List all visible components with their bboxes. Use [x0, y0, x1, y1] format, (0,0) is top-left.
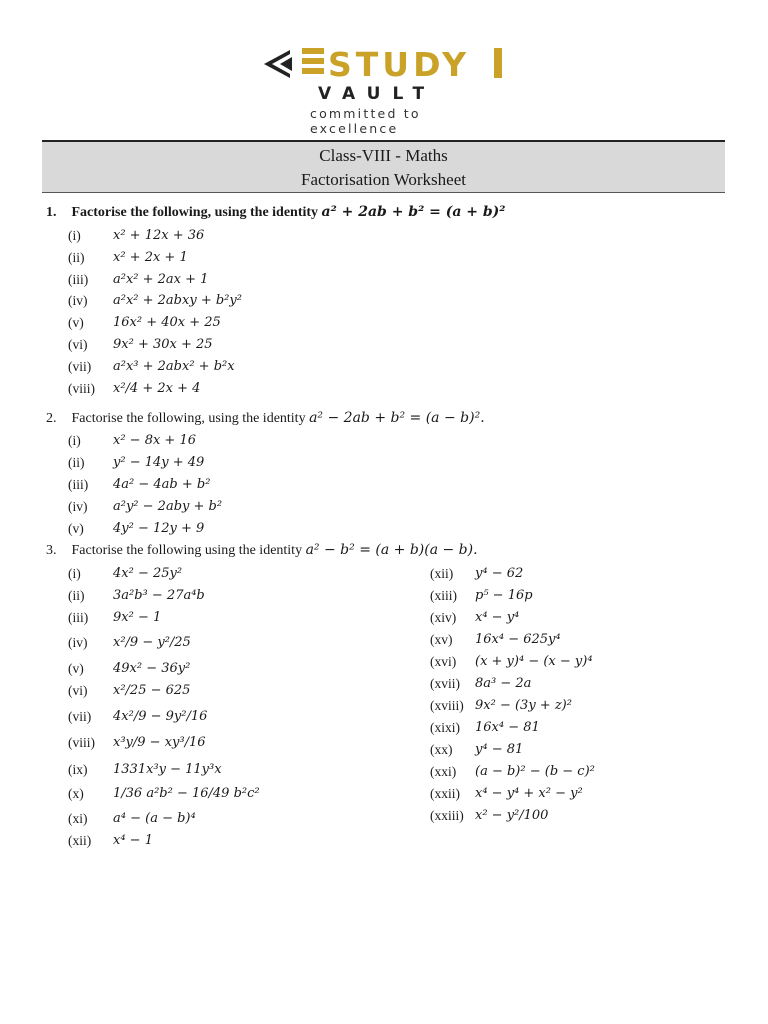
list-item [68, 358, 235, 375]
item-expression: x² − 8x + 16 [113, 433, 197, 448]
item-number: (xi) [68, 811, 88, 826]
item-number: (xii) [430, 566, 454, 581]
list-item [68, 588, 205, 604]
list-item [68, 761, 222, 778]
list-item [68, 477, 211, 493]
item-number: (xiii) [430, 588, 457, 603]
item-number: (xiv) [430, 610, 457, 625]
item-expression: y⁴ − 81 [475, 742, 524, 757]
list-item [68, 293, 242, 309]
list-item [68, 228, 205, 244]
item-number: (ix) [68, 761, 88, 777]
item-number: (v) [68, 660, 84, 676]
logo [262, 44, 512, 136]
item-number: (xx) [430, 742, 453, 757]
item-expression: 1/36 a²b² − 16/49 b²c² [113, 785, 260, 801]
list-item [68, 785, 260, 802]
list-item [68, 380, 201, 397]
list-item [68, 249, 188, 266]
logo-mark-icon [262, 44, 512, 84]
list-item [68, 833, 153, 849]
question-identity: a² + 2ab + b² = (a + b)² [321, 204, 506, 220]
item-expression: 4x² − 25y² [113, 566, 183, 581]
list-item [68, 566, 183, 582]
question-number: 1. [46, 205, 57, 220]
item-expression: x²/4 + 2x + 4 [113, 380, 201, 396]
item-expression: 49x² − 36y² [113, 660, 191, 676]
list-item [430, 654, 593, 670]
list-item [430, 808, 549, 824]
item-number: (viii) [68, 735, 95, 751]
logo-vault: VAULT [318, 84, 437, 104]
item-expression: x⁴ − y⁴ [475, 610, 520, 625]
item-number: (iv) [68, 499, 88, 514]
item-expression: 9x² − 1 [113, 610, 162, 626]
item-number: (xvi) [430, 654, 457, 669]
item-expression: 16x⁴ − 81 [475, 720, 540, 735]
item-number: (iv) [68, 293, 88, 309]
item-expression: x² + 2x + 1 [113, 249, 188, 265]
item-expression: a²y² − 2aby + b² [113, 499, 223, 514]
item-expression: x⁴ − y⁴ + x² − y² [475, 786, 583, 801]
item-expression: 4x²/9 − 9y²/16 [113, 709, 208, 725]
item-expression: y² − 14y + 49 [113, 455, 205, 470]
question-number: 3. [46, 543, 57, 558]
list-item [430, 698, 572, 714]
item-number: (v) [68, 521, 84, 536]
item-expression: 1331x³y − 11y³x [113, 761, 222, 777]
item-expression: (x + y)⁴ − (x − y)⁴ [475, 654, 593, 669]
item-number: (ii) [68, 249, 85, 265]
question-identity: a² − b² = (a + b)(a − b). [305, 542, 478, 558]
list-item [430, 676, 532, 692]
question-number: 2. [46, 411, 57, 426]
list-item [430, 588, 533, 604]
item-number: (xxii) [430, 786, 460, 801]
item-number: (xxi) [430, 764, 457, 779]
list-item [68, 271, 209, 288]
item-expression: p⁵ − 16p [475, 588, 533, 603]
item-number: (i) [68, 566, 81, 581]
list-item [68, 660, 191, 677]
item-expression: x² − y²/100 [475, 808, 549, 823]
item-expression: 16x² + 40x + 25 [113, 315, 221, 331]
item-number: (i) [68, 433, 81, 448]
item-expression: a²x³ + 2abx² + b²x [113, 358, 235, 374]
question-text: Factorise the following, using the identity [71, 205, 319, 220]
question-text: Factorise the following, using the identity [71, 411, 306, 426]
item-expression: 16x⁴ − 625y⁴ [475, 632, 561, 647]
item-expression: 4a² − 4ab + b² [113, 477, 211, 492]
item-expression: 4y² − 12y + 9 [113, 521, 205, 536]
title-banner [42, 142, 725, 193]
item-expression: x² + 12x + 36 [113, 228, 205, 243]
item-number: (ii) [68, 455, 85, 470]
item-expression: a⁴ − (a − b)⁴ [113, 811, 196, 826]
item-expression: 8a³ − 2a [475, 676, 532, 691]
logo-tagline: committed to excellence [310, 106, 421, 136]
list-item [68, 337, 213, 353]
item-number: (xii) [68, 833, 92, 849]
list-item [430, 764, 595, 780]
item-expression: 3a²b³ − 27a⁴b [113, 588, 205, 604]
item-expression: y⁴ − 62 [475, 566, 524, 581]
list-item [68, 499, 223, 515]
item-expression: x⁴ − 1 [113, 833, 153, 849]
list-item [430, 632, 561, 648]
list-item [68, 683, 191, 699]
item-expression: x²/25 − 625 [113, 683, 191, 698]
list-item [68, 735, 206, 751]
class-title: Class-VIII - Maths [319, 146, 448, 165]
list-item [430, 786, 583, 802]
list-item [430, 610, 520, 626]
item-expression: x²/9 − y²/25 [113, 634, 191, 650]
item-number: (x) [68, 785, 84, 801]
list-item [68, 811, 196, 827]
item-number: (iii) [68, 610, 89, 626]
list-item [430, 720, 540, 736]
item-number: (v) [68, 315, 84, 331]
item-number: (xviii) [430, 698, 464, 713]
worksheet-title: Factorisation Worksheet [301, 170, 466, 189]
item-number: (vii) [68, 358, 92, 374]
item-number: (ii) [68, 588, 85, 604]
item-number: (i) [68, 228, 81, 243]
item-number: (iii) [68, 477, 89, 492]
list-item [68, 315, 221, 331]
item-expression: a²x² + 2abxy + b²y² [113, 293, 242, 309]
item-number: (xv) [430, 632, 453, 647]
item-number: (iii) [68, 271, 89, 287]
list-item [68, 521, 205, 537]
item-expression: x³y/9 − xy³/16 [113, 735, 206, 751]
question-identity: a² − 2ab + b² = (a − b)². [309, 410, 485, 426]
question-3 [46, 542, 478, 559]
item-number: (viii) [68, 380, 95, 396]
item-number: (iv) [68, 634, 88, 650]
item-number: (vi) [68, 337, 88, 352]
item-number: (vi) [68, 683, 88, 698]
list-item [430, 742, 524, 758]
list-item [68, 610, 162, 626]
item-number: (xixi) [430, 720, 460, 735]
item-expression: (a − b)² − (b − c)² [475, 764, 595, 779]
question-1 [46, 204, 505, 221]
item-number: (xxiii) [430, 808, 464, 823]
list-item [430, 566, 524, 582]
list-item [68, 709, 208, 725]
list-item [68, 634, 191, 651]
list-item [68, 433, 197, 449]
item-expression: 9x² − (3y + z)² [475, 698, 572, 713]
item-expression: 9x² + 30x + 25 [113, 337, 213, 352]
list-item [68, 455, 205, 471]
item-number: (vii) [68, 709, 92, 725]
item-expression: a²x² + 2ax + 1 [113, 271, 209, 287]
item-number: (xvii) [430, 676, 460, 691]
svg-text:STUDY: STUDY [328, 45, 470, 84]
question-text: Factorise the following using the identity [71, 543, 303, 558]
question-2 [46, 410, 485, 427]
